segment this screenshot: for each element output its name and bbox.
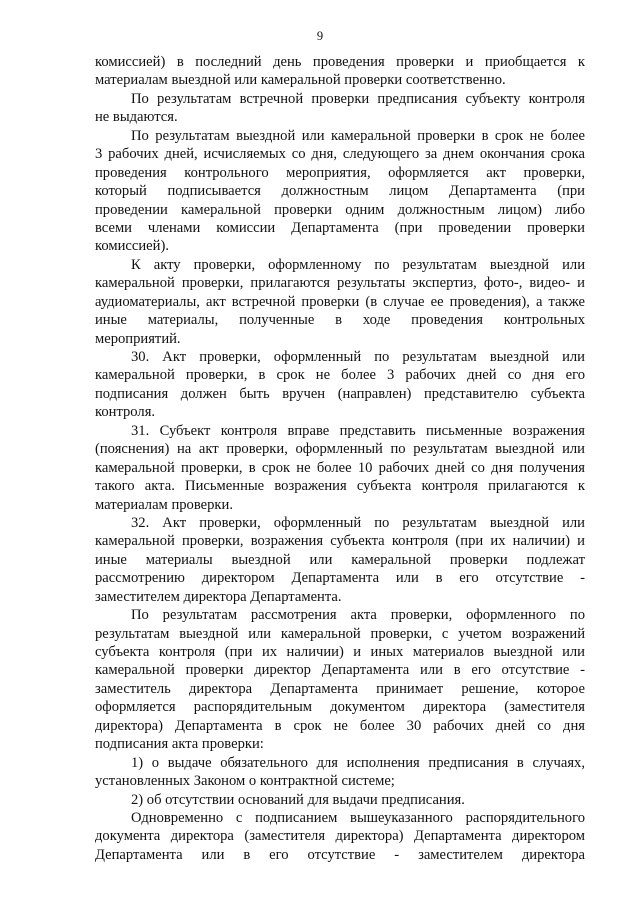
text-line: материалам проверки. — [95, 496, 233, 513]
text-line: аудиоматериалы, акт встречной проверки (в случае ее проведения), а также — [95, 293, 585, 310]
text-line: По результатам рассмотрения акта проверки, оформленного по — [131, 607, 585, 624]
text-line: подписания акта проверки: — [95, 736, 264, 753]
text-line: иные материалы выездной или камеральной проверки подлежат — [95, 551, 585, 568]
paragraph — [95, 809, 585, 864]
text-line: субъекта контроля (при их наличии) и иных материалов выездной или — [95, 644, 585, 660]
paragraph — [95, 514, 585, 606]
body-text — [95, 53, 585, 864]
text-line: мероприятий. — [95, 330, 181, 347]
text-line: камеральной проверки, в срок не более 3 рабочих дней со дня его — [95, 367, 585, 384]
text-line: камеральной проверки директор Департамента или в его отсутствие - — [95, 662, 585, 679]
text-line: оформляется распорядительным документом директора (заместителя — [95, 699, 585, 716]
text-line: По результатам встречной проверки предписания субъекту контроля — [131, 90, 585, 107]
text-line: материалам выездной или камеральной проверки соответственно. — [95, 72, 506, 89]
text-line: Департамента или в его отсутствие - заместителем директора — [95, 846, 585, 863]
text-line: 3 рабочих дней, исчисляемых со дня, следующего за днем окончания срока — [95, 146, 585, 163]
text-line: результатам выездной или камеральной проверки, с учетом возражений — [95, 625, 585, 642]
text-line: По результатам выездной или камеральной проверки в срок не более — [131, 127, 585, 144]
paragraph — [95, 422, 585, 514]
text-line: камеральной проверки, возражения субъекта контроля (при их наличии) и — [95, 533, 585, 550]
text-line: К акту проверки, оформленному по результатам выездной или — [131, 256, 585, 273]
paragraph — [95, 606, 585, 754]
paragraph — [95, 256, 585, 348]
text-line: комиссией) в последний день проведения проверки и приобщается к — [95, 54, 585, 70]
paragraph — [95, 348, 585, 422]
paragraph — [95, 90, 585, 127]
text-line: 1) о выдаче обязательного для исполнения предписания в случаях, — [131, 754, 585, 771]
text-line: рассмотрению директором Департамента или в его отсутствие - — [95, 570, 585, 587]
text-line: заместителем директора Департамента. — [95, 588, 342, 605]
text-line: проведения контрольного мероприятия, оформляется акт проверки, — [95, 164, 585, 181]
text-line: который подписывается должностным лицом Департамента (при — [95, 183, 585, 200]
text-line: подписания должен быть вручен (направлен) представителю субъекта — [95, 385, 585, 402]
text-line: контроля. — [95, 404, 156, 421]
paragraph — [95, 53, 585, 90]
text-line: документа директора (заместителя директора) Департамента директором — [95, 828, 585, 845]
text-line: 31. Субъект контроля вправе представить письменные возражения — [131, 422, 585, 439]
text-line: всеми членами комиссии Департамента (при проведении проверки — [95, 219, 585, 236]
paragraph — [95, 754, 585, 791]
text-line: (пояснения) на акт проверки, оформленный по результатам выездной или — [95, 441, 585, 458]
text-line: установленных Законом о контрактной системе; — [95, 773, 395, 790]
text-line: 30. Акт проверки, оформленный по результатам выездной или — [131, 349, 585, 365]
text-line: 2) об отсутствии оснований для выдачи предписания. — [131, 791, 465, 808]
text-line: заместитель директора Департамента принимает решение, которое — [95, 680, 585, 697]
text-line: камеральной проверки, в срок не более 10 рабочих дней со дня получения — [95, 459, 585, 476]
paragraph — [95, 791, 585, 809]
text-line: Одновременно с подписанием вышеуказанного распорядительного — [131, 809, 585, 826]
paragraph — [95, 127, 585, 256]
text-line: директора) Департамента в срок не более 30 рабочих дней со дня — [95, 717, 585, 734]
text-line: иные материалы, полученные в ходе проведения контрольных — [95, 312, 585, 329]
text-line: комиссией). — [95, 238, 169, 255]
text-line: камеральной проверки, прилагаются результаты экспертиз, фото-, видео- и — [95, 275, 585, 292]
text-line: такого акта. Письменные возражения субъекта контроля прилагаются к — [95, 478, 585, 495]
text-line: 32. Акт проверки, оформленный по результатам выездной или — [131, 514, 585, 531]
text-line: не выдаются. — [95, 109, 178, 126]
page-number: 9 — [316, 29, 324, 43]
text-line: проведении камеральной проверки одним должностным лицом) либо — [95, 201, 585, 218]
